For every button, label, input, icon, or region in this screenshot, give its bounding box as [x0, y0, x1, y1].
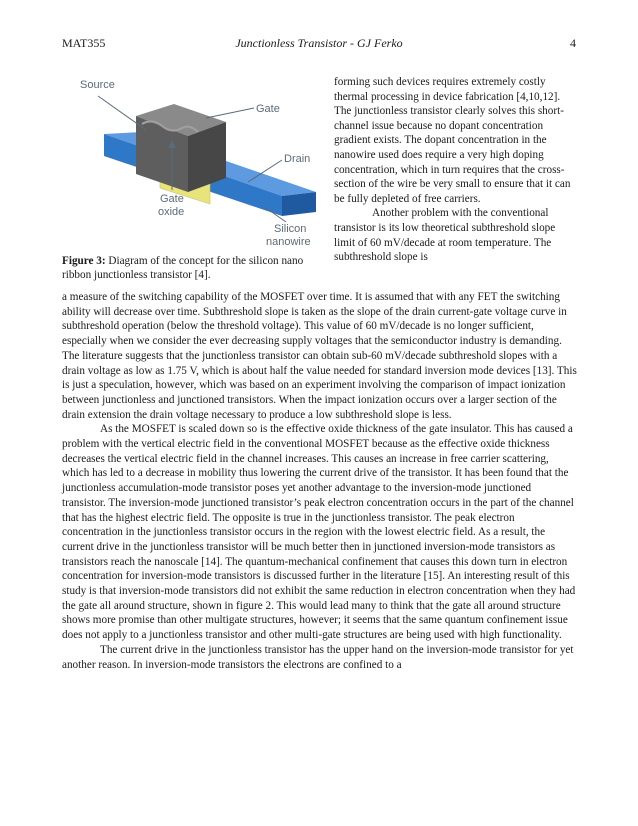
right-column-paragraph-2: Another problem with the conventional transistor is its low theoretical subthreshold slope limit of 60 mV/decade at room temperature. The subthreshold slope is	[334, 207, 556, 264]
right-column	[334, 75, 579, 265]
figure-caption	[62, 254, 317, 282]
body-paragraph-2: As the MOSFET is scaled down so is the effective oxide thickness of the gate insulator. This has caused a problem with the vertical electric field in the conventional MOSFET because as the effective oxide thickness decreases the vertical electric field in the channel increases. This causes an increase in free carrier scattering, which has led to a decrease in mobility thus lowering the current drive of the transistor. It has been found that the junctionless accumulation-mode transistor poses yet another advantage to the inversion-mode junctioned transistor. The inversion-mode junctioned transistor’s peak electron concentration occurs in the part of the channel that has the highest electric field. The opposite is true in the junctionless transistor. The peak electron concentration in the junctionless transistor occurs in the region with the lowest electric field. As a result, the current drive in the junctionless transistor will be much better then in junctioned inversion-mode transistors as transistors reach the nanoscale [14]. The quantum-mechanical confinement that causes this down turn in electron concentration for inversion-mode transistors is discussed further in the literature [15]. An interesting result of this study is that inversion-mode transistors did not exhibit the same reduction in electron concentration when they had the gate all around structure, shown in figure 2. This would lead many to think that the gate all around structure shows more promise than other multigate structures, however; it seems that the same quantum confinement issue does not apply to a junctionless transistor and other multi-gate structures are being used with high functionality.	[62, 423, 576, 642]
transistor-diagram	[76, 74, 316, 259]
running-title: Junctionless Transistor - GJ Ferko	[235, 36, 403, 50]
label-gate-oxide-1: Gate	[160, 193, 184, 205]
label-silicon-2: nanowire	[266, 236, 311, 248]
right-column-paragraph-1: forming such devices requires extremely costly thermal processing in device fabrication [4,10,12]. The junctionless transistor clearly solves this short-channel issue because no dopant concentration gradient exists. The dopant concentration in the nanowire used does require a very high doping concentration, which in turn requires that the cross-section of the wire be very small to ensure that it can be fully depleted of free carriers.	[334, 76, 571, 205]
figure-caption-text: Diagram of the concept for the silicon nano ribbon junctionless transistor [4].	[62, 255, 304, 281]
course-code: MAT355	[62, 36, 106, 50]
body-text	[62, 290, 577, 672]
figure-caption-label: Figure 3:	[62, 255, 106, 267]
label-gate-oxide-2: oxide	[158, 206, 185, 218]
label-gate: Gate	[256, 103, 280, 115]
page-number: 4	[570, 36, 576, 50]
label-drain: Drain	[284, 153, 311, 165]
nanowire-end	[282, 192, 316, 216]
body-paragraph-1: a measure of the switching capability of the MOSFET over time. It is assumed that with any FET the switching ability will decrease over time. Subthreshold slope is taken as the slope of the drain current-gate voltage curve in subthreshold operation (below the threshold voltage). This value of 60 mV/decade is no longer sufficient, especially when we consider the ever decreasing supply voltages that the semiconductor industry is demanding. The literature suggests that the junctionless transistor can obtain sub-60 mV/decade subthreshold slopes with a drain voltage as low as 1.75 V, which is about half the value needed for standard inversion mode devices [13]. This is just a speculation, however, which was based on an experiment involving the comparison of impact ionization between junctionless and junctioned transistors. When the impact ionization occurs over a larger section of the drain extension the drain voltage necessary to produce a low subthreshold slope is less.	[62, 291, 577, 421]
page-header	[62, 36, 576, 52]
body-paragraph-3: The current drive in the junctionless transistor has the upper hand on the inversion-mode transistor for yet another reason. In inversion-mode transistors the electrons are confined to a	[62, 643, 574, 671]
label-source: Source	[80, 79, 115, 91]
label-silicon-1: Silicon	[274, 223, 307, 235]
